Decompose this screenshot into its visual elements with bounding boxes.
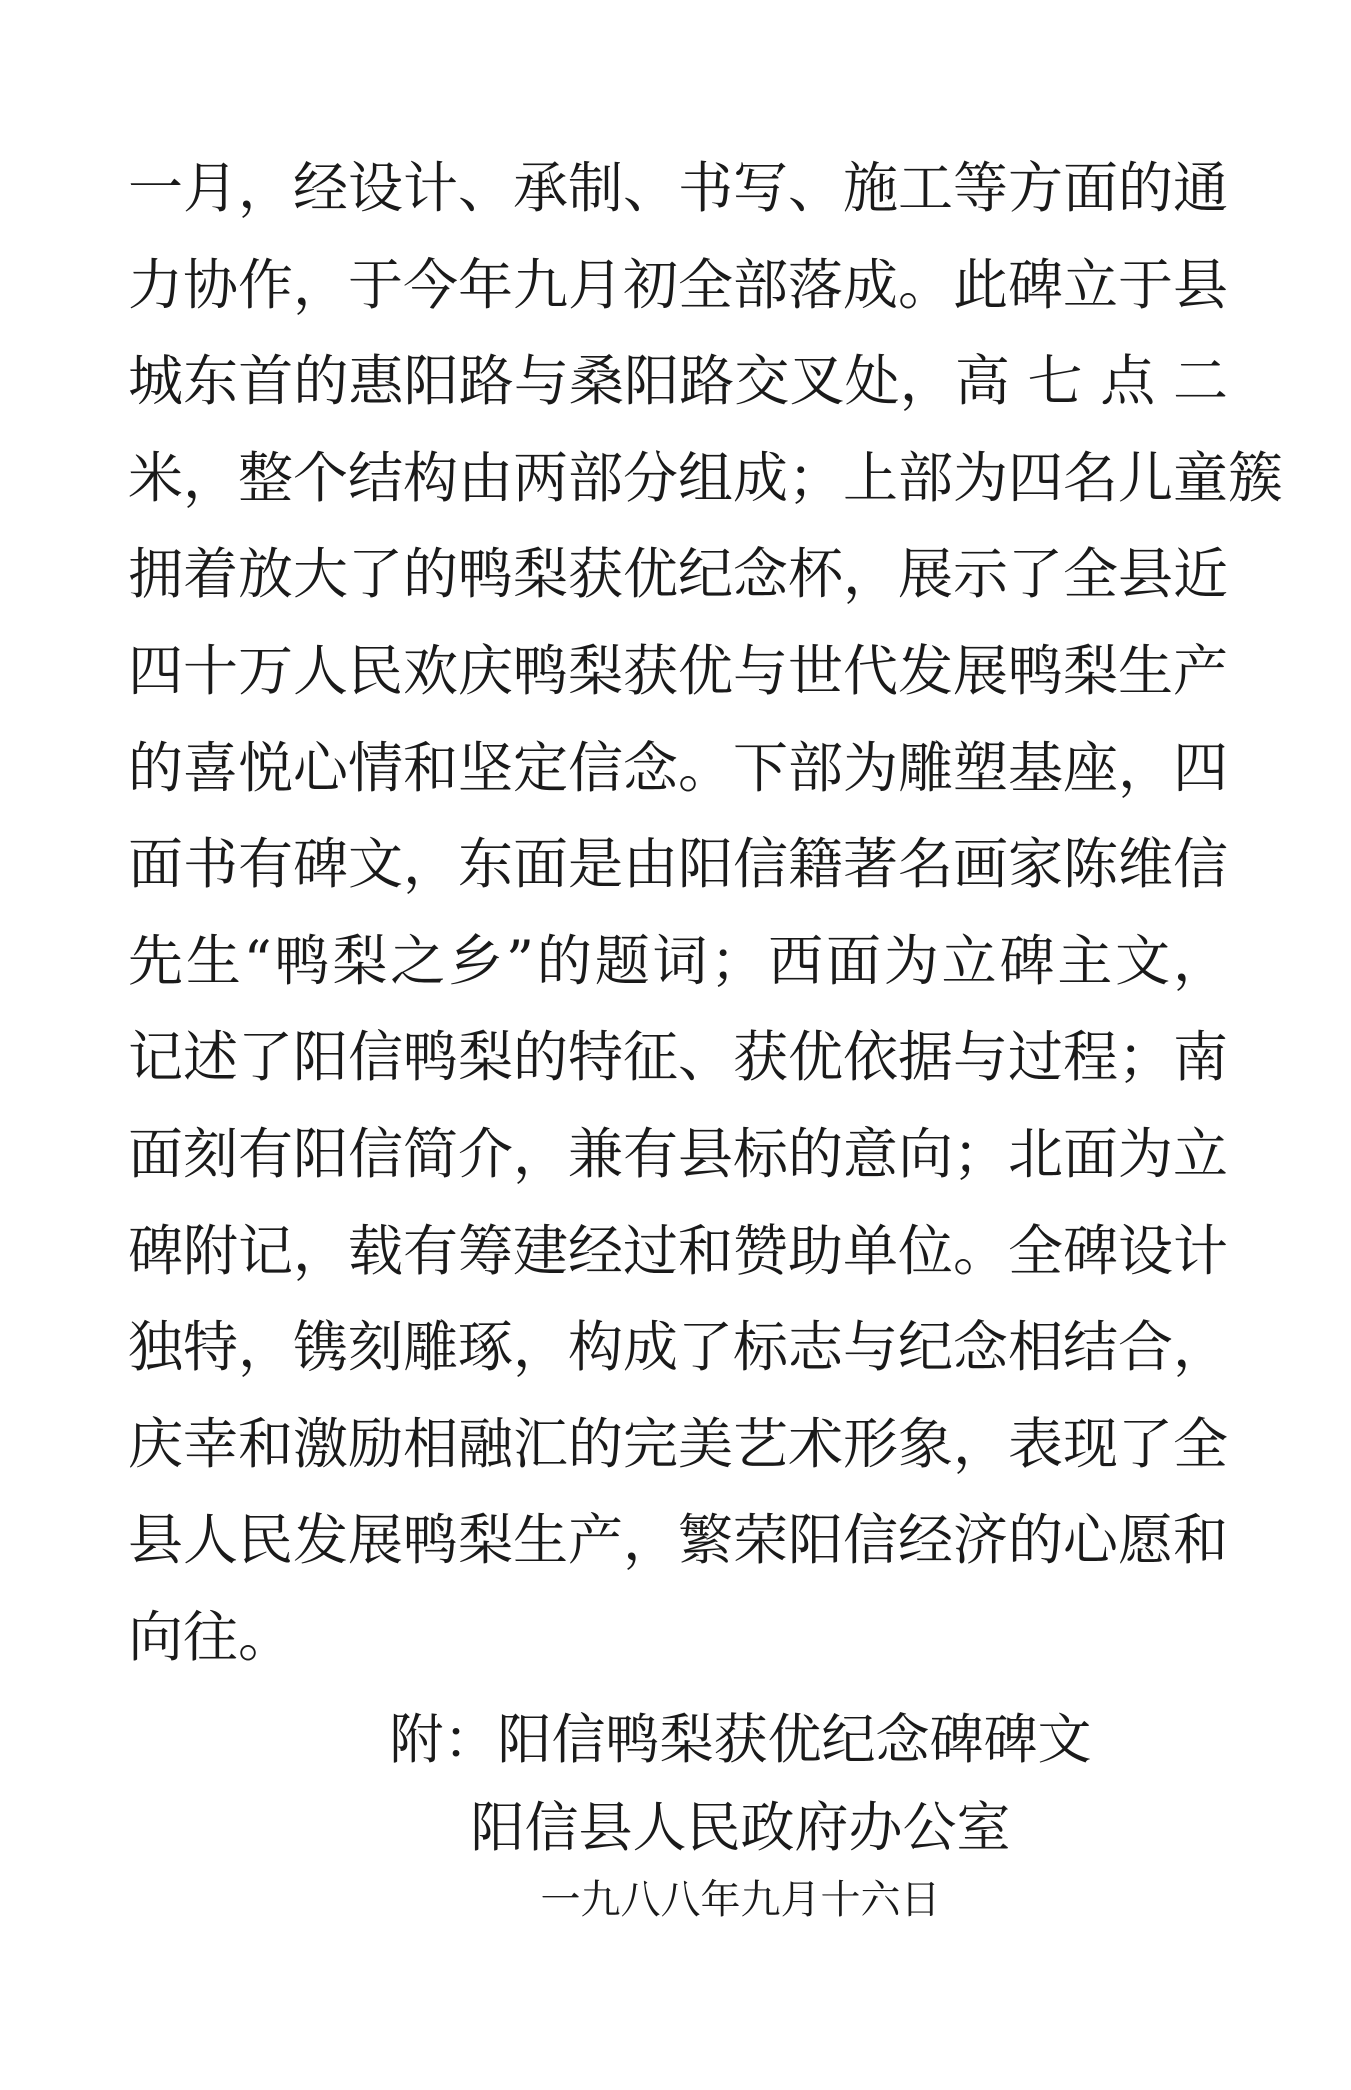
text-line: 庆幸和激励相融汇的完美艺术形象，表现了全 [128,1411,1229,1476]
body-text [128,140,1284,1686]
text-line: 米，整个结构由两部分组成；上部为四名儿童簇 [128,445,1284,510]
document-date: 一九八八年九月十六日 [540,1877,941,1923]
text-line: 力协作，于今年九月初全部落成。此碑立于县 [128,252,1229,317]
appendix-title: 附：阳信鸭梨获优纪念碑碑文 [389,1708,1092,1771]
text-line: 拥着放大了的鸭梨获优纪念杯，展示了全县近 [128,542,1229,607]
text-line: 独特，镌刻雕琢，构成了标志与纪念相结合， [128,1315,1229,1380]
text-line: 向往。 [128,1604,294,1669]
text-line: 面书有碑文，东面是由阳信籍著名画家陈维信 [128,832,1229,897]
text-line: 城东首的惠阳路与桑阳路交叉处，高 七 点 二 [128,349,1228,414]
text-line: 面刻有阳信简介，兼有县标的意向；北面为立 [128,1121,1229,1186]
text-line: 一月，经设计、承制、书写、施工等方面的通 [128,156,1229,220]
text-line: 先生“鸭梨之乡”的题词；西面为立碑主文， [128,928,1228,993]
text-line: 四十万人民欢庆鸭梨获优与世代发展鸭梨生产 [128,638,1229,703]
text-line: 的喜悦心情和坚定信念。下部为雕塑基座，四 [128,735,1229,800]
text-line: 碑附记，载有筹建经过和赞助单位。全碑设计 [128,1218,1229,1283]
text-line: 县人民发展鸭梨生产，繁荣阳信经济的心愿和 [128,1508,1229,1573]
issuer-name: 阳信县人民政府办公室 [470,1796,1011,1859]
text-line: 记述了阳信鸭梨的特征、获优依据与过程；南 [128,1025,1229,1090]
